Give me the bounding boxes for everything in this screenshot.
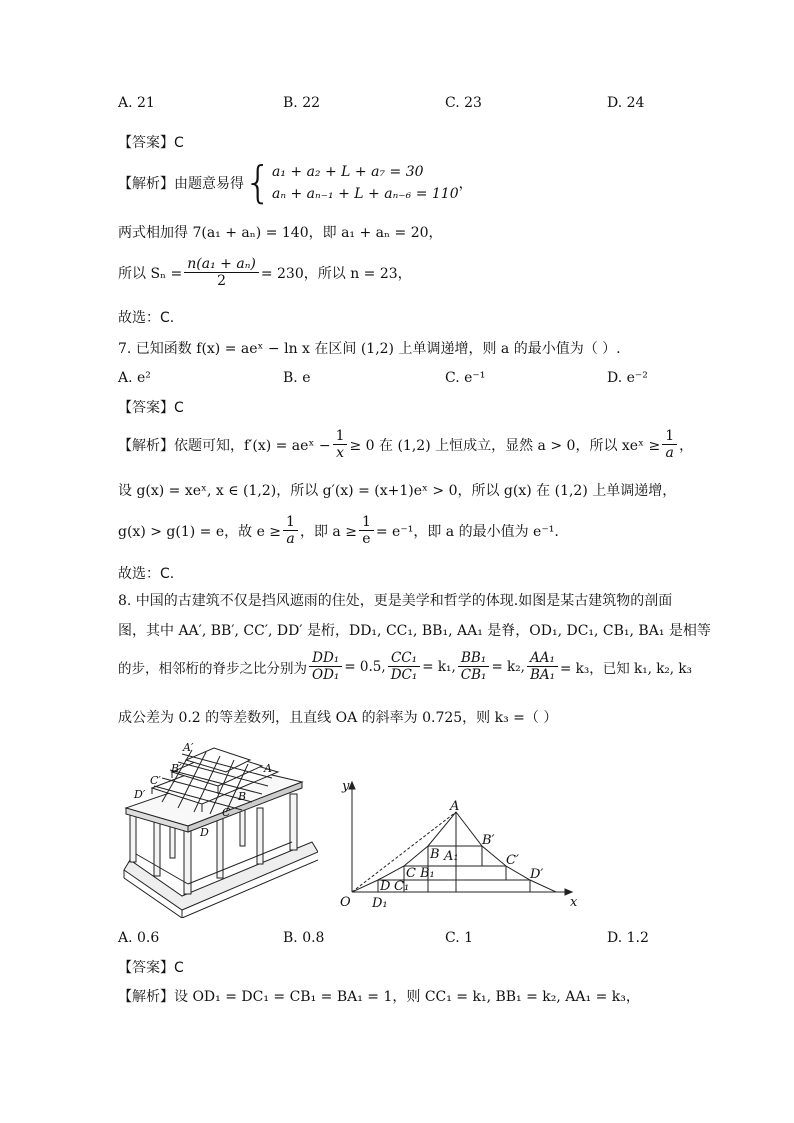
q7-option-d: D. e⁻²: [607, 370, 648, 386]
q8-ratio-4-den: BA₁: [529, 667, 556, 683]
cross-section-diagram: [340, 776, 590, 912]
point-label-c-prime: C′: [506, 853, 519, 868]
building-label-c-prime: C′: [150, 774, 161, 787]
axis-label-x: x: [570, 895, 578, 910]
q7-l1-pre: 【解析】依题可知，f′(x) = aeˣ −: [118, 437, 331, 454]
q6-option-b: B. 22: [283, 95, 321, 111]
q7-frac-1-num: 1: [333, 428, 348, 445]
q8-option-a: A. 0.6: [118, 930, 160, 946]
q8-options: [0, 930, 794, 950]
q8-stem-line2: 图，其中 AA′, BB′, CC′, DD′ 是桁，DD₁, CC₁, BB₁, AA₁ 是脊，OD₁, DC₁, CB₁, BA₁ 是相等: [118, 623, 711, 639]
q8-ratio-4-num: AA₁: [527, 650, 558, 667]
q8-stem3-pre: 的步，相邻桁的脊步之比分别为: [118, 660, 307, 677]
q6-line2: 两式相加得 7(a₁ + aₙ) = 140，即 a₁ + aₙ = 20，: [118, 225, 443, 241]
building-label-d: D: [200, 826, 209, 839]
q6-frac-den: 2: [217, 273, 227, 289]
point-label-d-prime: D′: [530, 867, 544, 882]
q8-option-d: D. 1.2: [607, 930, 649, 946]
q6-sum-fraction: [184, 256, 259, 289]
q8-option-c: C. 1: [445, 930, 474, 946]
building-label-b-prime: B′: [171, 762, 182, 775]
q8-ratio-2: [388, 650, 421, 683]
q7-frac-4: [359, 514, 374, 547]
q6-frac-num: n(a₁ + aₙ): [184, 256, 259, 273]
q8-ratio-4: [527, 650, 558, 683]
q7-l3-post: = e⁻¹，即 a 的最小值为 e⁻¹.: [375, 523, 559, 540]
point-label-b-prime: B′: [482, 833, 495, 848]
q6-line3-post: = 230，所以 n = 23，: [260, 265, 412, 282]
q7-analysis-line3: [118, 514, 559, 547]
q7-frac-2-num: 1: [662, 428, 677, 445]
q7-analysis-line1: [118, 428, 693, 461]
axis-label-y: y: [342, 779, 350, 794]
system-brace: {: [244, 157, 272, 208]
building-label-a-prime: A′: [183, 742, 194, 754]
building-label-b: B: [238, 790, 247, 803]
q7-frac-3-num: 1: [283, 514, 298, 531]
q6-line3-pre: 所以 Sₙ =: [118, 265, 183, 282]
q7-l1-post: ，: [679, 437, 694, 454]
q8-stem-line4: 成公差为 0.2 的等差数列，且直线 OA 的斜率为 0.725，则 k₃ =（ ）: [118, 710, 558, 726]
q8-ratio-3-num: BB₁: [458, 650, 489, 667]
q7-frac-2-den: a: [665, 445, 674, 461]
point-label-c: C: [406, 866, 416, 881]
q8-ratio-2-value: = k₁,: [422, 658, 456, 675]
point-label-o: O: [340, 895, 351, 910]
q6-system-line2: aₙ + aₙ₋₁ + L + aₙ₋₆ = 110: [272, 186, 459, 202]
q7-option-a: A. e²: [118, 370, 151, 386]
q7-answer: 【答案】C: [118, 400, 184, 416]
q8-ratio-3: [458, 650, 490, 683]
q7-option-b: B. e: [283, 370, 311, 386]
building-label-c: C: [222, 806, 231, 819]
point-label-b1: B₁: [420, 866, 435, 881]
q6-option-a: A. 21: [118, 95, 155, 111]
building-label-a: A: [264, 762, 272, 775]
point-label-a1: A₁: [444, 849, 459, 864]
q6-system-line1: a₁ + a₂ + L + a₇ = 30: [272, 164, 424, 180]
q8-answer: 【答案】C: [118, 960, 184, 976]
q7-frac-3: [283, 514, 298, 547]
q8-stem-line3: [118, 650, 692, 683]
q7-choose: 故选：C.: [118, 566, 175, 582]
q8-analysis: 【解析】设 OD₁ = DC₁ = CB₁ = BA₁ = 1，则 CC₁ = k₁, BB₁ = k₂, AA₁ = k₃，: [118, 989, 640, 1005]
q6-answer: 【答案】C: [118, 135, 184, 151]
q8-ratio-3-value: = k₂,: [491, 658, 525, 675]
point-label-b: B: [430, 847, 440, 862]
q7-frac-1-den: x: [336, 445, 344, 461]
q6-option-c: C. 23: [445, 95, 482, 111]
q6-choose: 故选：C.: [118, 310, 175, 326]
point-label-a: A: [450, 799, 460, 814]
q6-options: [0, 95, 794, 115]
q7-frac-4-num: 1: [359, 514, 374, 531]
point-label-c1: C₁: [394, 879, 410, 894]
q7-analysis-line2: 设 g(x) = xeˣ, x ∈ (1,2)，所以 g′(x) = (x+1)eˣ > 0，所以 g(x) 在 (1,2) 上单调递增，: [118, 483, 677, 499]
q8-ratio-2-num: CC₁: [388, 650, 420, 667]
q8-ratio-1-num: DD₁: [309, 650, 342, 667]
q7-l3-mid: ，即 a ≥: [299, 523, 357, 540]
q7-frac-2: [662, 428, 677, 461]
q7-frac-1: [333, 428, 348, 461]
q6-analysis: [118, 157, 473, 208]
q7-frac-4-den: e: [362, 531, 371, 547]
q8-ratio-1: [309, 650, 342, 683]
q7-frac-3-den: a: [286, 531, 295, 547]
q6-analysis-label: 【解析】由题意易得: [118, 176, 244, 192]
y-axis-arrow-icon: [349, 782, 355, 789]
q8-ratio-3-den: CB₁: [460, 667, 487, 683]
q6-system-tail: ，: [458, 176, 473, 192]
q8-option-b: B. 0.8: [283, 930, 325, 946]
q8-stem-line1: 8. 中国的古建筑不仅是挡风遮雨的住处，更是美学和哲学的体现.如图是某古建筑物的剖面: [118, 593, 673, 609]
q8-ratio-2-den: DC₁: [390, 667, 418, 683]
q7-options: [0, 370, 794, 390]
q7-l3-pre: g(x) > g(1) = e，故 e ≥: [118, 523, 282, 540]
building-illustration: [122, 742, 318, 918]
q8-ratio-1-den: OD₁: [312, 667, 340, 683]
q6-option-d: D. 24: [607, 95, 645, 111]
q8-ratio-4-value: = k₃，已知 k₁, k₂, k₃: [560, 660, 692, 677]
q7-option-c: C. e⁻¹: [445, 370, 486, 386]
building-label-d-prime: D′: [134, 788, 146, 801]
q6-line3: [118, 256, 412, 289]
q8-ratio-1-value: = 0.5,: [344, 658, 386, 675]
q7-stem: 7. 已知函数 f(x) = aeˣ − ln x 在区间 (1,2) 上单调递增，则 a 的最小值为（ ）.: [118, 341, 621, 357]
q7-l1-mid: ≥ 0 在 (1,2) 上恒成立，显然 a > 0，所以 xeˣ ≥: [349, 437, 661, 454]
point-label-d: D: [380, 879, 391, 894]
point-label-d1: D₁: [372, 896, 388, 911]
